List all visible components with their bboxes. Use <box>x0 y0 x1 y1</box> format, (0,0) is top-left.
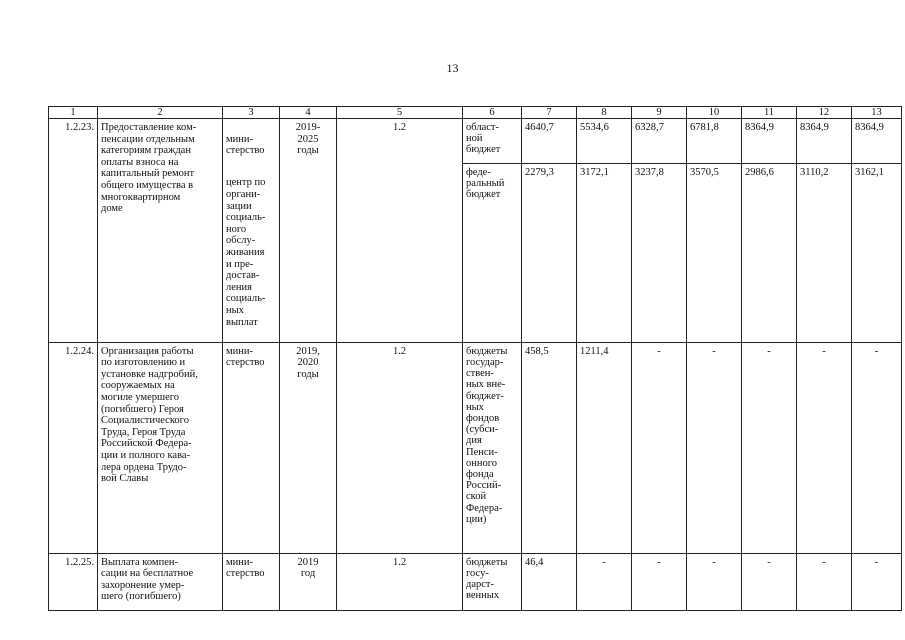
header-cell: 1 <box>49 107 98 119</box>
value-cell: - <box>632 342 687 553</box>
value-cell: 4640,7 <box>522 119 577 164</box>
value-cell: - <box>852 342 902 553</box>
value-cell: 8364,9 <box>852 119 902 164</box>
header-cell: 7 <box>522 107 577 119</box>
executor-secondary: центр по органи- зации социаль- ного обслу- живания и пре- достав- ления социаль- ных выплат <box>226 177 266 328</box>
value-cell: - <box>797 342 852 553</box>
row-period: 2019- 2025 годы <box>280 119 337 343</box>
row-period: 2019, 2020 годы <box>280 342 337 553</box>
value-cell: 3110,2 <box>797 163 852 342</box>
value-cell: 5534,6 <box>577 119 632 164</box>
header-cell: 13 <box>852 107 902 119</box>
value-cell: - <box>742 342 797 553</box>
header-cell: 4 <box>280 107 337 119</box>
row-executor: мини- стерство <box>223 342 280 553</box>
header-cell: 12 <box>797 107 852 119</box>
row-source: бюджеты госу- дарст- венных <box>463 553 522 610</box>
value-cell: - <box>687 342 742 553</box>
value-cell: 2279,3 <box>522 163 577 342</box>
value-cell: - <box>632 553 687 610</box>
table-row <box>49 342 902 553</box>
value-cell: 3162,1 <box>852 163 902 342</box>
row-period: 2019 год <box>280 553 337 610</box>
header-cell: 11 <box>742 107 797 119</box>
value-cell: 3237,8 <box>632 163 687 342</box>
row-code: 1.2.24. <box>49 342 98 553</box>
header-cell: 6 <box>463 107 522 119</box>
row-source: област- ной бюджет <box>463 119 522 164</box>
executor-primary: мини- стерство <box>226 133 265 157</box>
row-source: бюджеты государ- ствен- ных вне- бюджет- ных фондов (субси- дия Пенси- онного фонда Россий- ской Федера- ции) <box>463 342 522 553</box>
value-cell: 6781,8 <box>687 119 742 164</box>
row-code: 1.2.25. <box>49 553 98 610</box>
value-cell: 46,4 <box>522 553 577 610</box>
row-indicator: 1.2 <box>337 119 463 343</box>
header-cell: 10 <box>687 107 742 119</box>
page-number: 13 <box>446 61 459 75</box>
value-cell: 458,5 <box>522 342 577 553</box>
value-cell: - <box>852 553 902 610</box>
row-indicator: 1.2 <box>337 553 463 610</box>
row-executor: мини- стерство <box>223 553 280 610</box>
header-cell: 5 <box>337 107 463 119</box>
row-indicator: 1.2 <box>337 342 463 553</box>
value-cell: - <box>797 553 852 610</box>
value-cell: 2986,6 <box>742 163 797 342</box>
value-cell: 8364,9 <box>742 119 797 164</box>
table-row <box>49 119 902 164</box>
value-cell: 1211,4 <box>577 342 632 553</box>
row-name: Выплата компен- сации на бесплатное захоронение умер- шего (погибшего) <box>98 553 223 610</box>
header-cell: 9 <box>632 107 687 119</box>
value-cell: 3172,1 <box>577 163 632 342</box>
value-cell: 8364,9 <box>797 119 852 164</box>
value-cell: 3570,5 <box>687 163 742 342</box>
table-row <box>49 553 902 610</box>
program-table <box>48 106 902 611</box>
header-cell: 3 <box>223 107 280 119</box>
row-name: Предоставление ком- пенсации отдельным категориям граждан оплаты взноса на капитальный ремонт общего имущества в многоквартирном доме <box>98 119 223 343</box>
value-cell: - <box>742 553 797 610</box>
value-cell: 6328,7 <box>632 119 687 164</box>
row-executor <box>223 119 280 343</box>
header-row <box>49 107 902 119</box>
header-cell: 2 <box>98 107 223 119</box>
header-cell: 8 <box>577 107 632 119</box>
row-code: 1.2.23. <box>49 119 98 343</box>
value-cell: - <box>577 553 632 610</box>
value-cell: - <box>687 553 742 610</box>
row-source: феде- ральный бюджет <box>463 163 522 342</box>
row-name: Организация работы по изготовлению и установке надгробий, сооружаемых на могиле умершего (погибшего) Героя Социалистического Труда, Героя Труда Российской Федера- ции и полного кава- лера ордена Трудо- вой Славы <box>98 342 223 553</box>
